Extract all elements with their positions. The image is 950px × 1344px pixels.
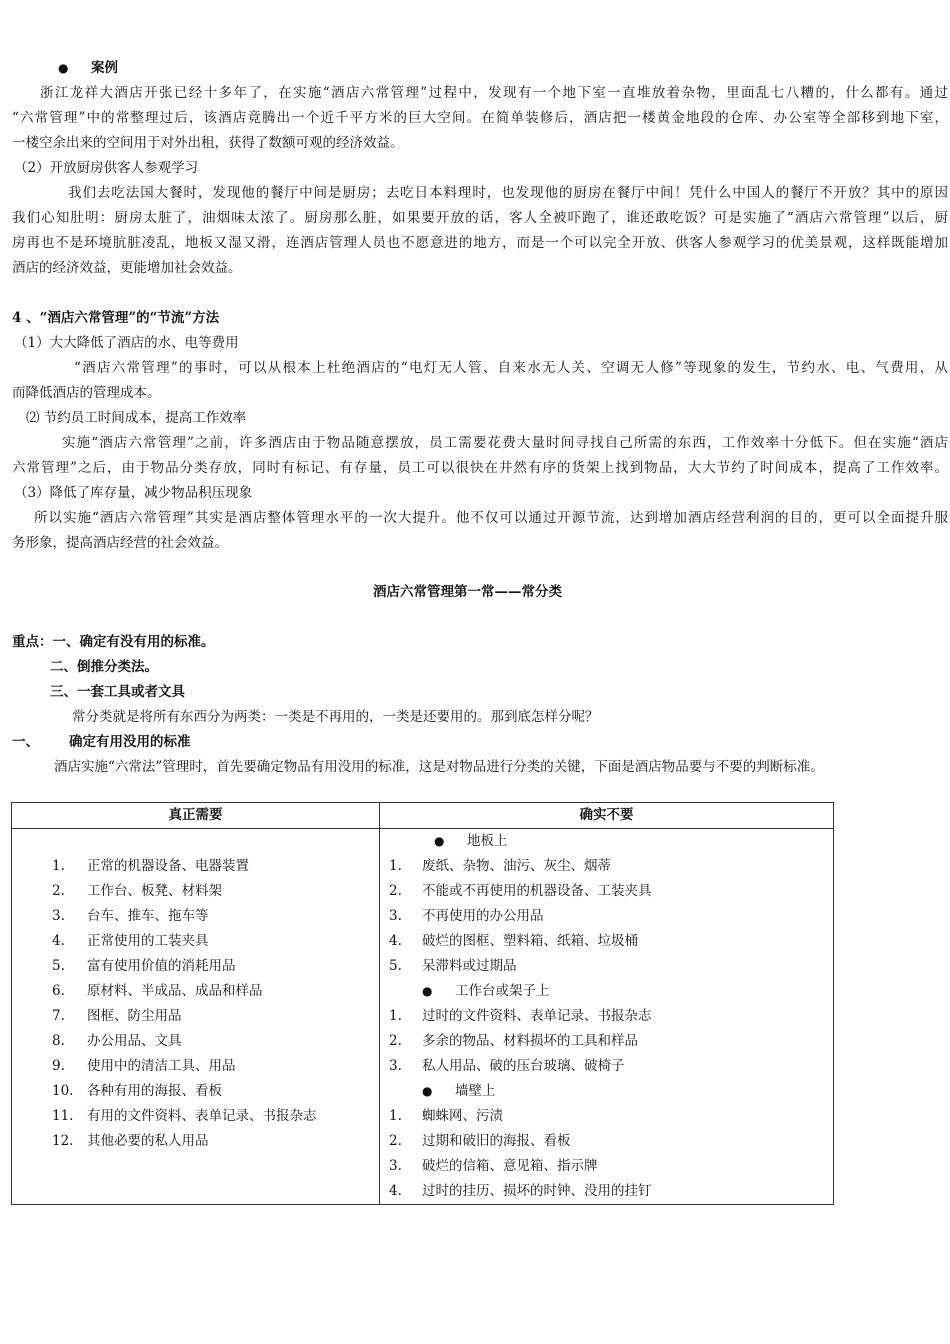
needed-list-item: [12, 1029, 379, 1054]
unneeded-list-item: [380, 1104, 833, 1129]
item-text: 多余的物品、材料损坏的工具和样品: [422, 1033, 638, 1049]
kitchen-paragraph-line-2: 我们心知肚明：厨房太脏了，油烟味太浓了。厨房那么脏，如果要开放的话，客人全被吓跑了，谁还敢吃饭？可是实施了“酒店六常管理”以后，厨: [12, 210, 948, 226]
needed-list-item: [12, 854, 379, 879]
unneeded-list-item: [380, 929, 833, 954]
bullet-icon: ●: [58, 61, 69, 75]
needed-column: [12, 829, 380, 1205]
needed-list-item: [12, 1004, 379, 1029]
group-label: 工作台或架子上: [455, 983, 550, 999]
needed-list-item: [12, 904, 379, 929]
item-number: 4.: [389, 933, 402, 949]
item-number: 5.: [52, 958, 65, 974]
item-text: 台车、推车、拖车等: [87, 908, 209, 924]
bullet-icon: ●: [422, 984, 433, 998]
item-text: 破烂的图框、塑料箱、纸箱、垃圾桶: [422, 933, 638, 949]
section4-sub1-line-1: “酒店六常管理”的事时，可以从根本上杜绝酒店的“电灯无人管、自来水无人关、空调无人修”等现象的发生，节约水、电、气费用，从: [74, 360, 948, 376]
kitchen-paragraph-line-4: 酒店的经济效益，更能增加社会效益。: [12, 260, 242, 276]
case-paragraph-line-1: 浙江龙祥大酒店开张已经十多年了，在实施“酒店六常管理”过程中，发现有一个地下室一直堆放着杂物，里面乱七八糟的，什么都有。通过: [40, 85, 948, 101]
case-paragraph-line-2: “六常管理”中的常整理过后，该酒店竟腾出一个近千平方米的巨大空间。在简单装修后，酒店把一楼黄金地段的仓库、办公室等全部移到地下室，: [12, 110, 948, 126]
section4-sub2-line-1: 实施“酒店六常管理”之前，许多酒店由于物品随意摆放，员工需要花费大量时间寻找自己所需的东西，工作效率十分低下。但在实施“酒店: [62, 435, 948, 451]
item-text: 正常使用的工装夹具: [87, 933, 209, 949]
item-text: 私人用品、破的压台玻璃、破椅子: [422, 1058, 625, 1074]
item-text: 废纸、杂物、油污、灰尘、烟蒂: [422, 858, 611, 874]
item-number: 1.: [389, 1008, 402, 1024]
item-number: 4.: [389, 1183, 402, 1199]
unneeded-group-heading: [380, 979, 833, 1004]
subheading-open-kitchen: （2）开放厨房供客人参观学习: [14, 160, 199, 176]
case-heading: 案例: [91, 60, 118, 76]
item-number: 5.: [389, 958, 402, 974]
unneeded-list-item: [380, 1054, 833, 1079]
needed-list-item: [12, 1054, 379, 1079]
unneeded-list-item: [380, 954, 833, 979]
section1-paragraph: 酒店实施“六常法”管理时，首先要确定物品有用没用的标准，这是对物品进行分类的关键，下面是酒店物品要与不要的判断标准。: [54, 759, 824, 775]
unneeded-list-item: [380, 1179, 833, 1204]
kitchen-paragraph-line-1: 我们去吃法国大餐时，发现他的餐厅中间是厨房；去吃日本料理时，也发现他的厨房在餐厅中间！凭什么中国人的餐厅不开放？其中的原因: [68, 185, 948, 201]
unneeded-list-item: [380, 1004, 833, 1029]
item-number: 1.: [389, 858, 402, 874]
bullet-icon: ●: [422, 1084, 433, 1098]
section1-number: 一、: [12, 734, 39, 750]
unneeded-list-item: [380, 854, 833, 879]
item-text: 呆滞料或过期品: [422, 958, 517, 974]
item-text: 有用的文件资料、表单记录、书报杂志: [87, 1108, 317, 1124]
item-number: 3.: [389, 1158, 402, 1174]
unneeded-column: [380, 829, 834, 1205]
unneeded-list-item: [380, 1029, 833, 1054]
key-point-2: 二、倒推分类法。: [50, 659, 158, 675]
item-text: 破烂的信箱、意见箱、指示牌: [422, 1158, 598, 1174]
needed-list-item: [12, 929, 379, 954]
item-text: 工作台、板凳、材料架: [87, 883, 222, 899]
unneeded-list-item: [380, 1129, 833, 1154]
item-number: 12.: [52, 1133, 74, 1149]
table-header-needed: 真正需要: [12, 803, 380, 829]
chapter-title: 酒店六常管理第一常——常分类: [373, 584, 562, 600]
key-point-3: 三、一套工具或者文具: [50, 684, 185, 700]
needed-list-item: [12, 1079, 379, 1104]
section1-title: 确定有用没用的标准: [69, 734, 191, 750]
item-number: 2.: [389, 883, 402, 899]
case-heading-line: [12, 56, 948, 81]
item-text: 办公用品、文具: [87, 1033, 182, 1049]
item-number: 8.: [52, 1033, 65, 1049]
section4-sub3: （3）降低了库存量，减少物品积压现象: [14, 485, 253, 501]
item-text: 各种有用的海报、看板: [87, 1083, 222, 1099]
unneeded-group-heading: [380, 829, 833, 854]
item-text: 蜘蛛网、污渍: [422, 1108, 503, 1124]
item-number: 6.: [52, 983, 65, 999]
item-text: 过时的文件资料、表单记录、书报杂志: [422, 1008, 652, 1024]
group-label: 地板上: [467, 833, 508, 849]
needed-list-item: [12, 979, 379, 1004]
section1-heading-line: [12, 730, 948, 755]
item-number: 2.: [389, 1033, 402, 1049]
item-number: 1.: [52, 858, 65, 874]
case-paragraph-line-3: 一楼空余出来的空间用于对外出租，获得了数额可观的经济效益。: [12, 135, 404, 151]
item-text: 不再使用的办公用品: [422, 908, 544, 924]
item-text: 使用中的清洁工具、用品: [87, 1058, 236, 1074]
item-text: 正常的机器设备、电器装置: [87, 858, 249, 874]
table-header-unneeded: 确实不要: [380, 803, 834, 829]
conclusion-line-1: 所以实施“酒店六常管理”其实是酒店整体管理水平的一次大提升。他不仅可以通过开源节流，达到增加酒店经营利润的目的，更可以全面提升服: [34, 510, 948, 526]
item-number: 9.: [52, 1058, 65, 1074]
group-label: 墙壁上: [455, 1083, 496, 1099]
section4-sub2: ⑵ 节约员工时间成本，提高工作效率: [26, 410, 247, 426]
need-vs-unneeded-table: [11, 802, 834, 1205]
key-point-1: 重点：一、确定有没有用的标准。: [12, 634, 215, 650]
needed-list: [12, 829, 379, 1154]
needed-list-item: [12, 879, 379, 904]
needed-list-item: [12, 1129, 379, 1154]
item-number: 1.: [389, 1108, 402, 1124]
unneeded-group-heading: [380, 1079, 833, 1104]
item-number: 10.: [52, 1083, 74, 1099]
conclusion-line-2: 务形象，提高酒店经营的社会效益。: [12, 535, 228, 551]
item-number: 4.: [52, 933, 65, 949]
section4-heading: 4 、“酒店六常管理”的“节流”方法: [12, 310, 220, 326]
item-text: 原材料、半成品、成品和样品: [87, 983, 263, 999]
section4-sub1-line-2: 而降低酒店的管理成本。: [12, 385, 161, 401]
unneeded-list-item: [380, 879, 833, 904]
needed-list-item: [12, 1104, 379, 1129]
section4-sub2-line-2: 六常管理”之后，由于物品分类存放，同时有标记、有存量，员工可以很快在井然有序的货架上找到物品，大大节约了时间成本，提高了工作效率。: [12, 460, 948, 476]
item-number: 2.: [389, 1133, 402, 1149]
item-number: 3.: [52, 908, 65, 924]
bullet-icon: ●: [434, 834, 445, 848]
item-number: 11.: [52, 1108, 74, 1124]
item-number: 3.: [389, 1058, 402, 1074]
section4-sub1: （1）大大降低了酒店的水、电等费用: [14, 335, 239, 351]
kitchen-paragraph-line-3: 房再也不是环境肮脏凌乱，地板又湿又滑，连酒店管理人员也不愿意进的地方，而是一个可以完全开放、供客人参观学习的优美景观，这样既能增加: [12, 235, 948, 251]
unneeded-list-item: [380, 1154, 833, 1179]
item-number: 2.: [52, 883, 65, 899]
unneeded-list: [380, 829, 833, 1204]
unneeded-list-item: [380, 904, 833, 929]
item-text: 图框、防尘用品: [87, 1008, 182, 1024]
item-text: 过时的挂历、损坏的时钟、没用的挂钉: [422, 1183, 652, 1199]
classification-intro: 常分类就是将所有东西分为两类：一类是不再用的，一类是还要用的。那到底怎样分呢？: [72, 709, 599, 725]
item-text: 其他必要的私人用品: [87, 1133, 209, 1149]
item-number: 7.: [52, 1008, 65, 1024]
item-text: 过期和破旧的海报、看板: [422, 1133, 571, 1149]
item-text: 不能或不再使用的机器设备、工装夹具: [422, 883, 652, 899]
item-number: 3.: [389, 908, 402, 924]
needed-list-item: [12, 954, 379, 979]
item-text: 富有使用价值的消耗用品: [87, 958, 236, 974]
